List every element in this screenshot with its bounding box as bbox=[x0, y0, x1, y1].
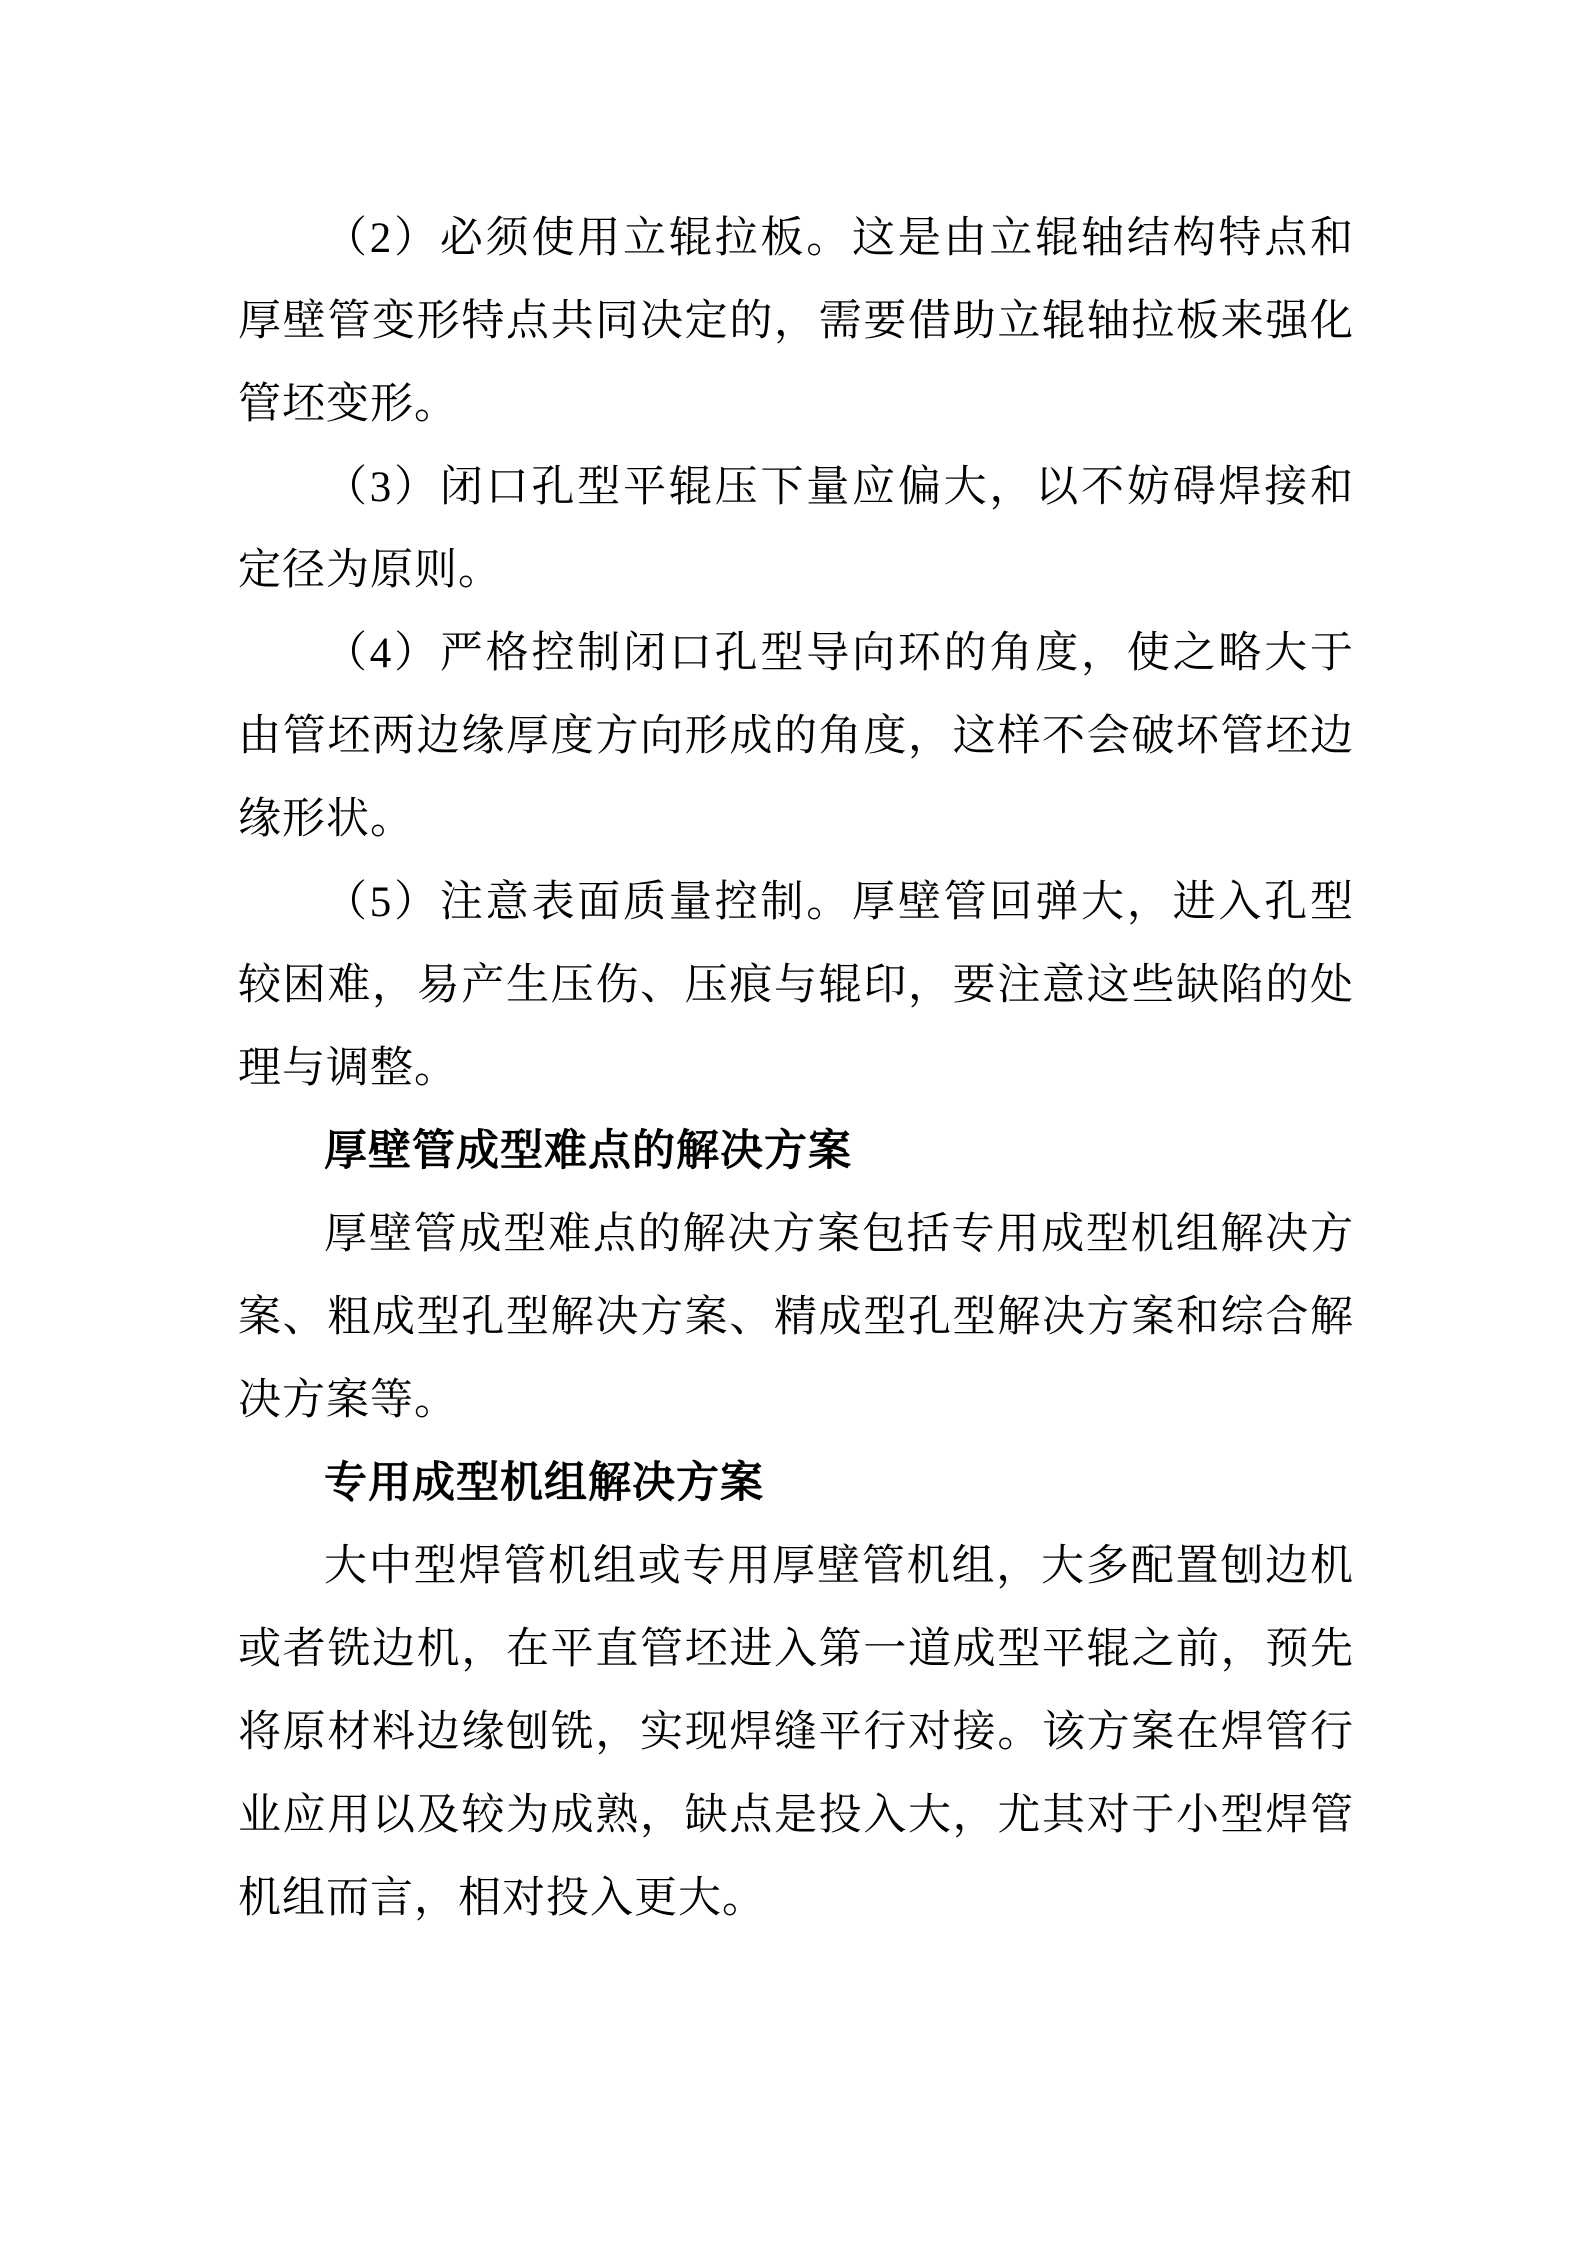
paragraph: 厚壁管成型难点的解决方案包括专用成型机组解决方案、粗成型孔型解决方案、精成型孔型解决方案和综合解决方案等。 bbox=[238, 1211, 1354, 1424]
section-heading: 厚壁管成型难点的解决方案 bbox=[324, 1128, 852, 1175]
paragraph: 大中型焊管机组或专用厚壁管机组，大多配置刨边机或者铣边机，在平直管坯进入第一道成型平辊之前，预先将原材料边缘刨铣，实现焊缝平行对接。该方案在焊管行业应用以及较为成熟，缺点是投入大，尤其对于小型焊管机组而言，相对投入更大。 bbox=[238, 1543, 1354, 1922]
paragraph: （4）严格控制闭口孔型导向环的角度，使之略大于由管坯两边缘厚度方向形成的角度，这样不会破坏管坯边缘形状。 bbox=[238, 630, 1354, 843]
text-content bbox=[238, 197, 1354, 1940]
section-heading: 专用成型机组解决方案 bbox=[324, 1460, 764, 1507]
paragraph: （3）闭口孔型平辊压下量应偏大，以不妨碍焊接和定径为原则。 bbox=[238, 464, 1354, 594]
paragraph: （5）注意表面质量控制。厚壁管回弹大，进入孔型较困难，易产生压伤、压痕与辊印，要注意这些缺陷的处理与调整。 bbox=[238, 879, 1354, 1092]
paragraph: （2）必须使用立辊拉板。这是由立辊轴结构特点和厚壁管变形特点共同决定的，需要借助立辊轴拉板来强化管坯变形。 bbox=[238, 215, 1354, 428]
